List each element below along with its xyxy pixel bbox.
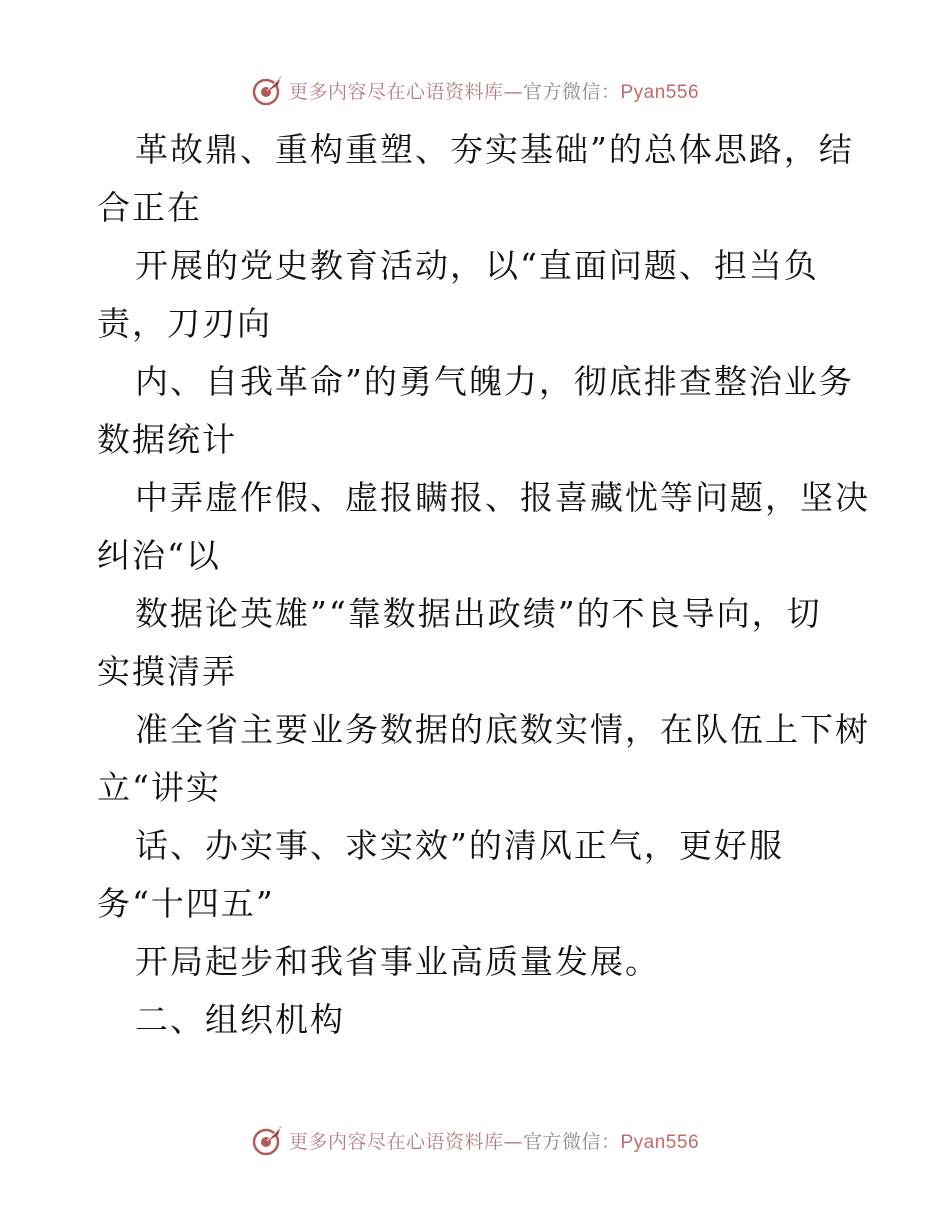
text-line: 话、办实事、求实效”的清风正气，更好服 [135, 826, 784, 865]
text-line: 务“十四五” [97, 884, 275, 923]
text-line: 开局起步和我省事业高质量发展。 [135, 942, 660, 981]
text-line: 实摸清弄 [97, 652, 237, 691]
text-line: 内、自我革命”的勇气魄力，彻底排查整治业务 [135, 362, 854, 401]
text-line: 数据论英雄”“靠数据出政绩”的不良导向，切 [135, 594, 822, 633]
text-line: 中弄虚作假、虚报瞒报、报喜藏忧等问题，坚决 [135, 478, 870, 517]
text-line: 数据统计 [97, 420, 237, 459]
text-line: 革故鼎、重构重塑、夯实基础”的总体思路，结 [135, 130, 854, 169]
text-line: 合正在 [97, 188, 202, 227]
watermark-text: 更多内容尽在心语资料库—官方微信：Pyan556 [288, 1130, 700, 1153]
text-line: 纠治“以 [97, 536, 221, 575]
watermark-text: 更多内容尽在心语资料库—官方微信：Pyan556 [288, 80, 700, 103]
text-line: 立“讲实 [97, 768, 221, 807]
text-line: 二、组织机构 [135, 1000, 345, 1039]
document-body [97, 121, 877, 1049]
feather-logo-icon [251, 73, 285, 107]
feather-logo-icon [251, 1123, 285, 1157]
text-line: 责，刀刃向 [97, 304, 272, 343]
text-line: 准全省主要业务数据的底数实情，在队伍上下树 [135, 710, 870, 749]
watermark-footer [0, 1120, 950, 1160]
text-line: 开展的党史教育活动，以“直面问题、担当负 [135, 246, 819, 285]
watermark-header [0, 70, 950, 110]
